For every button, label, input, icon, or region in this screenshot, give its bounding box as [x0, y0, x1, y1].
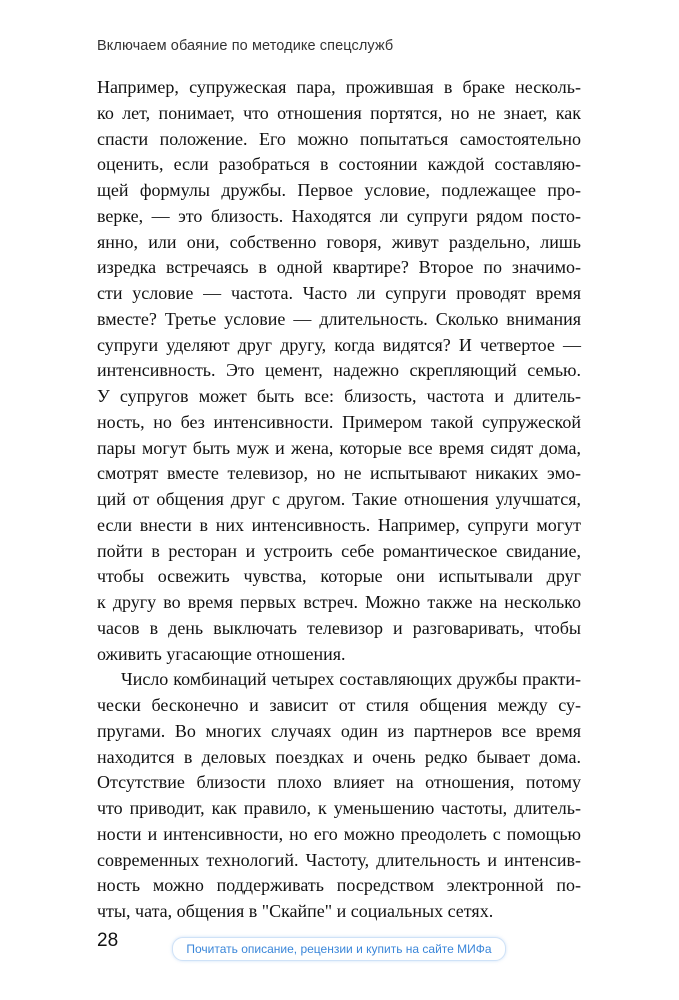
text-line: Например, супружеская пара, прожившая в браке несколь-	[97, 77, 581, 97]
text-line: современных технологий. Частоту, длительность и интенсив-	[97, 849, 581, 870]
text-line: чески бесконечно и зависит от стиля общения между су-	[97, 695, 581, 715]
text-line: к другу во время первых встреч. Можно также на несколько	[97, 592, 581, 612]
text-line: ко лет, понимает, что отношения портятся, но не знает, как	[97, 102, 581, 123]
text-line: пругами. Во многих случаях один из партнеров все время	[97, 720, 581, 741]
text-line: Число комбинаций четырех составляющих дружбы практи-	[121, 669, 581, 690]
text-line: сти условие — частота. Часто ли супруги проводят время	[97, 283, 581, 303]
page-number: 28	[97, 930, 119, 951]
text-line: пары могут быть муж и жена, которые все время сидят дома,	[97, 437, 581, 458]
text-line: чты, чата, общения в "Скайпе" и социальных сетях.	[97, 901, 494, 921]
text-line: вместе? Третье условие — длительность. Сколько внимания	[97, 308, 581, 329]
text-line: оценить, если разобраться в состоянии каждой составляю-	[97, 154, 581, 175]
text-line: чтобы освежить чувства, которые они испытывали друг	[97, 566, 581, 587]
buy-book-link[interactable]: Почитать описание, рецензии и купить на сайте МИФа	[172, 937, 506, 961]
text-line: интенсивность. Это цемент, надежно скрепляющий семью.	[97, 360, 581, 381]
text-line: пойти в ресторан и устроить себе романтическое свидание,	[97, 540, 581, 561]
text-line: Отсутствие близости плохо влияет на отношения, потому	[97, 772, 581, 793]
text-line: оживить угасающие отношения.	[97, 643, 346, 664]
text-line: ций от общения друг с другом. Такие отношения улучшатся,	[97, 489, 581, 509]
text-line: У супругов может быть все: близость, частота и длитель-	[97, 386, 581, 406]
text-line: щей формулы дружбы. Первое условие, подлежащее про-	[97, 180, 581, 200]
body-text	[97, 75, 581, 925]
text-line: ность можно поддерживать посредством электронной по-	[97, 875, 581, 896]
text-line: что приводит, как правило, к уменьшению частоты, длитель-	[97, 798, 581, 818]
text-line: смотрят вместе телевизор, но не испытывают никаких эмо-	[97, 463, 581, 484]
text-line: находится в деловых поездках и очень редко бывает дома.	[97, 746, 581, 767]
text-line: часов в день выключать телевизор и разговаривать, чтобы	[97, 617, 581, 638]
text-line: если внести в них интенсивность. Например, супруги могут	[97, 514, 581, 535]
running-header: Включаем обаяние по методике спецслужб	[97, 38, 394, 54]
text-line: изредка встречаясь в одной квартире? Второе по значимо-	[97, 257, 581, 278]
text-line: супруги уделяют друг другу, когда видятся? И четвертое —	[97, 334, 581, 355]
text-line: спасти положение. Его можно попытаться самостоятельно	[97, 128, 581, 149]
text-line: ности и интенсивности, но его можно преодолеть с помощью	[97, 823, 581, 844]
text-line: верке, — это близость. Находятся ли супруги рядом посто-	[97, 205, 581, 226]
text-line: ность, но без интенсивности. Примером такой супружеской	[97, 411, 581, 432]
text-line: янно, или они, собственно говоря, живут раздельно, лишь	[97, 231, 581, 252]
